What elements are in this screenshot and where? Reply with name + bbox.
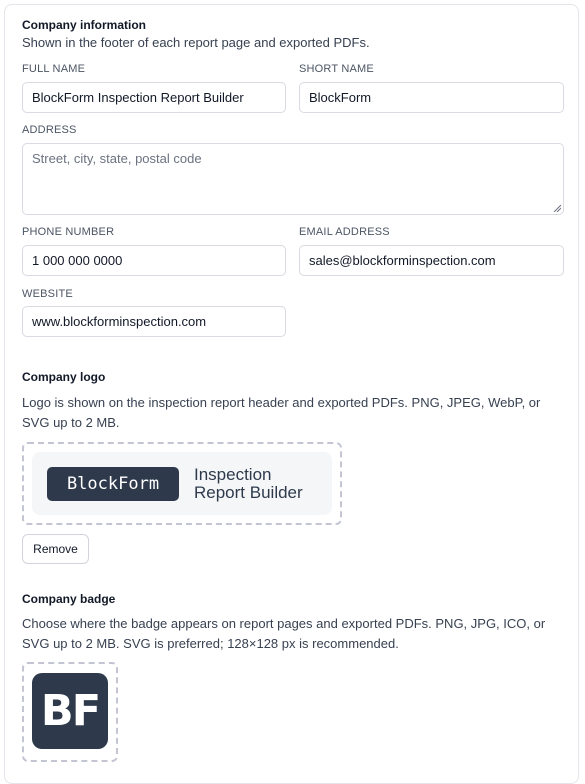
company-badge-title: Company badge xyxy=(22,592,116,606)
email-label: EMAIL ADDRESS xyxy=(299,226,390,238)
full-name-label: FULL NAME xyxy=(22,63,86,75)
badge-dropzone[interactable] xyxy=(22,662,118,762)
company-badge-description: Choose where the badge appears on report pages and exported PDFs. PNG, JPG, ICO, or SVG up to 2 MB. SVG is preferred; 128×128 px is recommended. xyxy=(22,616,546,651)
logo-tagline-line2: Report Builder xyxy=(194,483,303,502)
company-logo-description: Logo is shown on the inspection report header and exported PDFs. PNG, JPEG, WebP, or SVG up to 2 MB. xyxy=(22,395,541,430)
website-field[interactable] xyxy=(22,306,286,337)
address-label: ADDRESS xyxy=(22,124,77,136)
address-field[interactable] xyxy=(22,143,564,215)
full-name-field[interactable] xyxy=(22,82,286,113)
address-wrapper xyxy=(22,143,564,215)
website-label: WEBSITE xyxy=(22,288,73,300)
badge-preview: BF xyxy=(32,673,108,749)
company-info-title: Company information xyxy=(22,18,147,32)
short-name-label: SHORT NAME xyxy=(299,63,374,75)
phone-label: PHONE NUMBER xyxy=(22,226,115,238)
logo-dropzone[interactable] xyxy=(22,442,342,525)
logo-wordmark: BlockForm xyxy=(47,467,179,501)
logo-tagline-line1: Inspection xyxy=(194,465,272,484)
resize-grip-icon[interactable] xyxy=(553,204,561,212)
phone-field[interactable] xyxy=(22,245,286,276)
company-info-subtitle: Shown in the footer of each report page and exported PDFs. xyxy=(22,35,370,50)
company-logo-title: Company logo xyxy=(22,370,106,384)
email-field[interactable] xyxy=(299,245,564,276)
remove-logo-button[interactable]: Remove xyxy=(22,534,89,564)
logo-preview xyxy=(32,452,332,515)
short-name-field[interactable] xyxy=(299,82,564,113)
